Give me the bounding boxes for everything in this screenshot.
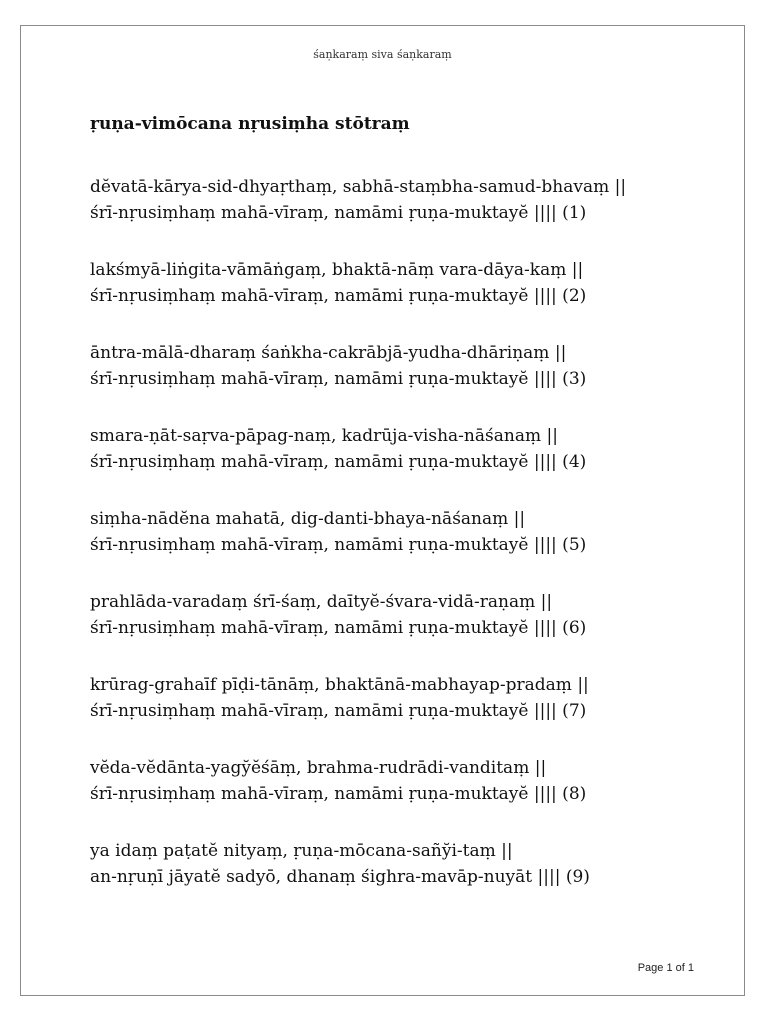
- verse-8: [90, 755, 710, 838]
- verse-refrain-line: śrī-nṛusiṃhaṃ mahā-vīraṃ, namāmi ṛuṇa-muktayĕ |||| (4): [90, 452, 587, 472]
- verse-line: siṃha-nādĕna mahatā, dig-danti-bhaya-nāśanaṃ ||: [90, 509, 526, 529]
- verse-line: vĕda-vĕdānta-yagy̆ĕśāṃ, brahma-rudrādi-vanditaṃ ||: [90, 758, 547, 778]
- verse-line: smara-ṇāt-saṛva-pāpag-naṃ, kadrūja-visha-nāśanaṃ ||: [90, 426, 558, 446]
- verse-line: lakśmyā-liṅgita-vāmāṅgaṃ, bhaktā-nāṃ vara-dāya-kaṃ ||: [90, 260, 584, 280]
- verse-5: [90, 506, 710, 589]
- verse-refrain-line: śrī-nṛusiṃhaṃ mahā-vīraṃ, namāmi ṛuṇa-muktayĕ |||| (5): [90, 535, 587, 555]
- verse-line: ya idaṃ paṭatĕ nityaṃ, ṛuṇa-mōcana-sañy̆i-taṃ ||: [90, 841, 513, 861]
- verse-list: [90, 174, 710, 921]
- verse-9: [90, 838, 710, 921]
- verse-6: [90, 589, 710, 672]
- verse-7: [90, 672, 710, 755]
- document-title: ṛuṇa-vimōcana nṛusiṃha stōtraṃ: [90, 114, 410, 134]
- verse-refrain-line: śrī-nṛusiṃhaṃ mahā-vīraṃ, namāmi ṛuṇa-muktayĕ |||| (1): [90, 203, 587, 223]
- verse-line: āntra-mālā-dharaṃ śaṅkha-cakrābjā-yudha-dhāriṇaṃ ||: [90, 343, 567, 363]
- verse-refrain-line: śrī-nṛusiṃhaṃ mahā-vīraṃ, namāmi ṛuṇa-muktayĕ |||| (8): [90, 784, 587, 804]
- verse-refrain-line: śrī-nṛusiṃhaṃ mahā-vīraṃ, namāmi ṛuṇa-muktayĕ |||| (3): [90, 369, 587, 389]
- running-header: śaṇkaraṃ siva śaṇkaraṃ: [313, 48, 452, 61]
- verse-2: [90, 257, 710, 340]
- document-page: [20, 25, 745, 996]
- verse-line: dĕvatā-kārya-sid-dhyaṛthaṃ, sabhā-staṃbha-samud-bhavaṃ ||: [90, 177, 627, 197]
- page-number: Page 1 of 1: [637, 962, 694, 974]
- verse-refrain-line: śrī-nṛusiṃhaṃ mahā-vīraṃ, namāmi ṛuṇa-muktayĕ |||| (7): [90, 701, 587, 721]
- verse-1: [90, 174, 710, 257]
- verse-refrain-line: śrī-nṛusiṃhaṃ mahā-vīraṃ, namāmi ṛuṇa-muktayĕ |||| (2): [90, 286, 587, 306]
- verse-4: [90, 423, 710, 506]
- verse-3: [90, 340, 710, 423]
- verse-line: prahlāda-varadaṃ śrī-śaṃ, daītyĕ-śvara-vidā-raṇaṃ ||: [90, 592, 553, 612]
- verse-line: krūrag-grahaīf pīḍi-tānāṃ, bhaktānā-mabhayap-pradaṃ ||: [90, 675, 589, 695]
- verse-refrain-line: śrī-nṛusiṃhaṃ mahā-vīraṃ, namāmi ṛuṇa-muktayĕ |||| (6): [90, 618, 587, 638]
- verse-final-line: an-nṛuṇī jāyatĕ sadyō, dhanaṃ śighra-mavāp-nuyāt |||| (9): [90, 867, 590, 887]
